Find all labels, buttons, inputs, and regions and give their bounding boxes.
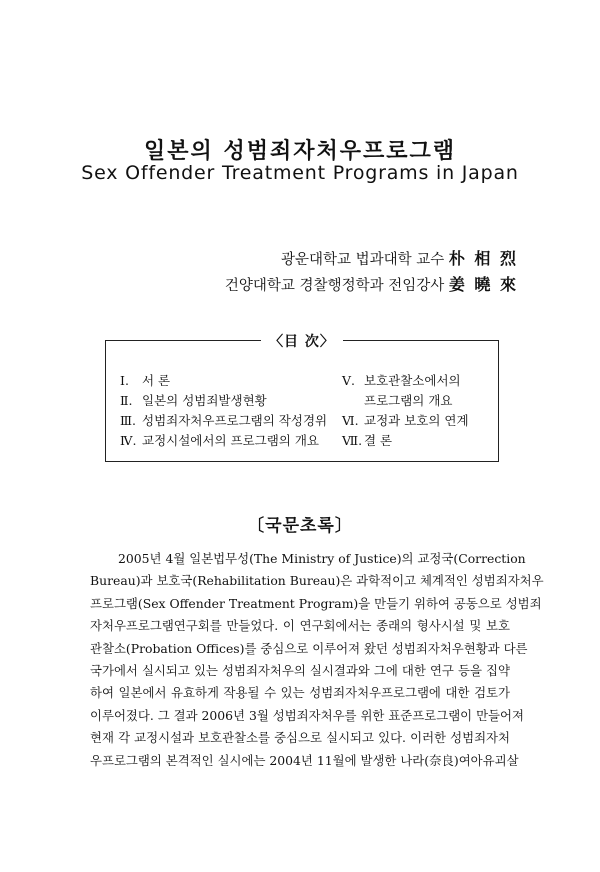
abstract-line: Bureau)과 보호국(Rehabilitation Bureau)은 과학적이고 체계적인 성범죄자처우	[90, 573, 544, 589]
table-of-contents	[105, 334, 499, 462]
toc-item-text: 결 론	[364, 433, 393, 448]
author-2	[225, 272, 518, 295]
toc-item	[120, 431, 327, 451]
toc-item-number: Ⅲ.	[120, 413, 137, 428]
toc-item	[120, 371, 327, 391]
abstract-line: 이루어졌다. 그 결과 2006년 3월 성범죄자처우를 위한 표준프로그램이 만들어져	[90, 707, 524, 723]
toc-item	[342, 431, 469, 451]
toc-item-number: Ⅰ.	[120, 373, 129, 388]
abstract-line: 하여 일본에서 유효하게 작용될 수 있는 성범죄자처우프로그램에 대한 검토가	[90, 685, 510, 701]
toc-item	[342, 411, 469, 431]
toc-item-number: Ⅳ.	[120, 433, 137, 448]
toc-item-number: Ⅴ.	[342, 373, 356, 388]
toc-item-number: Ⅶ.	[342, 433, 363, 448]
author-affiliation: 건양대학교 경찰행정학과 전임강사	[224, 278, 445, 294]
abstract-line: 프로그램(Sex Offender Treatment Program)을 만들기 위하여 공동으로 성범죄	[90, 595, 542, 611]
abstract-line: 국가에서 실시되고 있는 성범죄자처우의 실시결과와 그에 대한 연구 등을 집약	[90, 662, 510, 678]
toc-item-text: 프로그램의 개요	[364, 393, 453, 408]
toc-item-number: Ⅵ.	[342, 413, 359, 428]
toc-item	[342, 391, 469, 411]
toc-heading: 〈目 次〉	[261, 334, 343, 350]
toc-item-text: 보호관찰소에서의	[364, 373, 461, 388]
abstract-line: 2005년 4월 일본법무성(The Ministry of Justice)의 교정국(Correction	[118, 551, 526, 566]
toc-item-text: 교정시설에서의 프로그램의 개요	[142, 433, 319, 448]
author-name: 姜 曉 來	[448, 275, 518, 294]
title-english: Sex Offender Treatment Programs in Japan	[81, 162, 519, 184]
toc-heading-wrap	[106, 331, 498, 351]
toc-item	[120, 411, 327, 431]
toc-item-number: Ⅱ.	[120, 393, 133, 408]
title-korean: 일본의 성범죄자처우프로그램	[144, 138, 456, 164]
abstract-line: 관찰소(Probation Offices)를 중심으로 이루어져 왔던 성범죄자처우현황과 다른	[90, 640, 528, 656]
toc-item-text: 성범죄자처우프로그램의 작성경위	[142, 413, 328, 428]
author-name: 朴 相 烈	[448, 249, 518, 268]
toc-item-text: 일본의 성범죄발생현황	[142, 393, 267, 408]
toc-item	[342, 371, 469, 391]
abstract-line: 우프로그램의 본격적인 실시에는 2004년 11월에 발생한 나라(奈良)여아유괴살	[90, 752, 519, 768]
toc-left-column	[120, 371, 327, 451]
author-affiliation: 광운대학교 법과대학 교수	[280, 252, 445, 268]
toc-item	[120, 391, 327, 411]
abstract-line: 자처우프로그램연구회를 만들었다. 이 연구회에서는 종래의 형사시설 및 보호	[90, 618, 510, 634]
abstract-body	[90, 548, 544, 772]
toc-item-text: 서 론	[142, 373, 171, 388]
toc-right-column	[342, 371, 469, 451]
author-1	[281, 246, 518, 269]
abstract-line: 현재 각 교정시설과 보호관찰소를 중심으로 실시되고 있다. 이러한 성범죄자처	[90, 730, 510, 746]
toc-item-text: 교정과 보호의 연계	[364, 413, 469, 428]
abstract-heading: 〔국문초록〕	[247, 516, 353, 536]
